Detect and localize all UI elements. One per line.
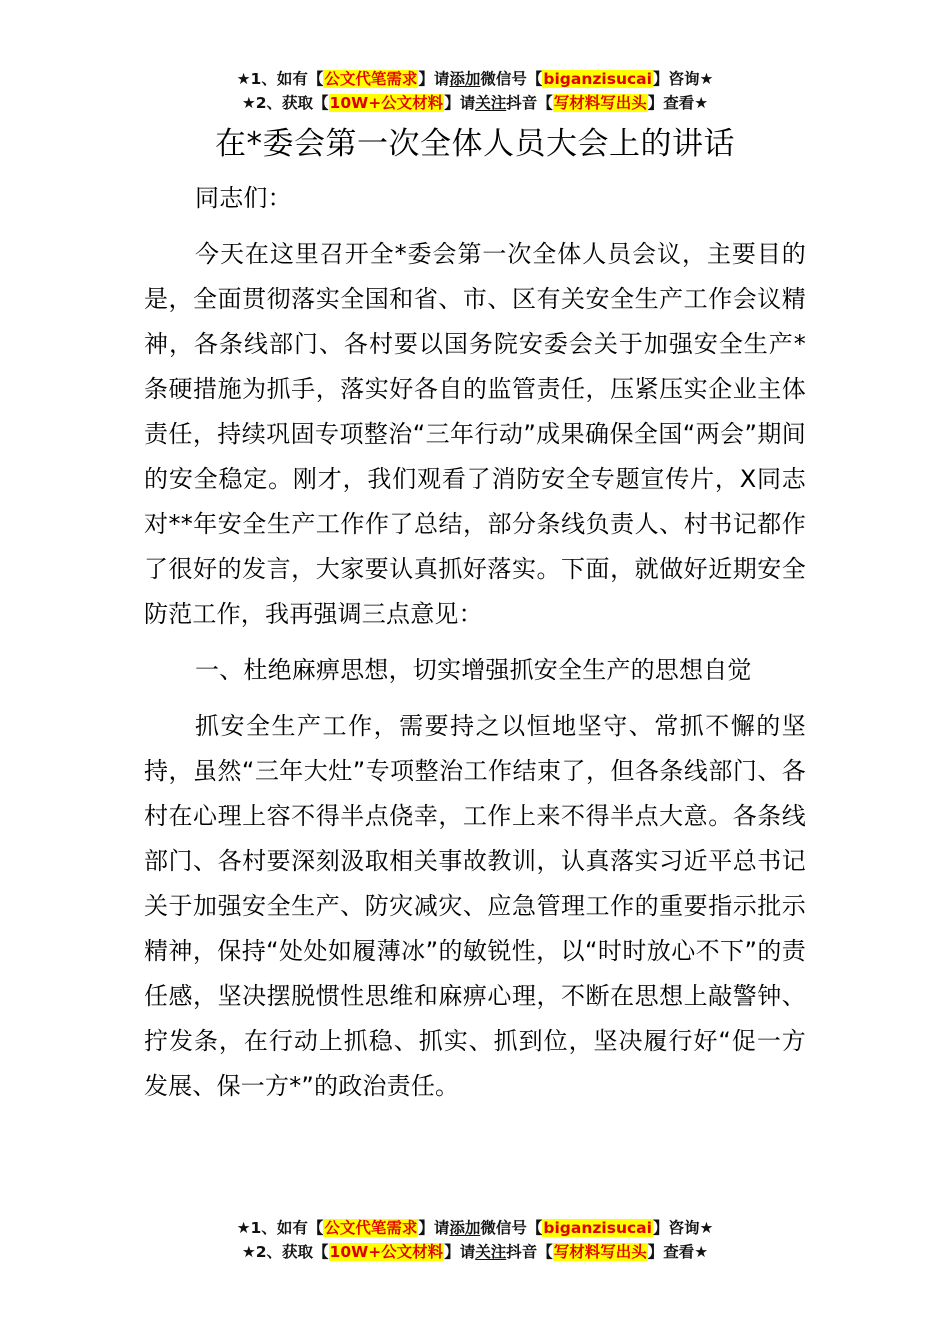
banner-line-2: ★2、获取【10W+公文材料】请关注抖音【写材料写出头】查看★ <box>241 94 709 112</box>
paragraph-section-1: 抓安全生产工作，需要持之以恒地坚守、常抓不懈的坚持，虽然“三年大灶”专项整治工作结束了，但各条线部门、各村在心理上容不得半点侥幸，工作上来不得半点大意。各条线部门、各村要深刻汲取相关事故教训，认真落实习近平总书记关于加强安全生产、防灾减灾、应急管理工作的重要指示批示精神，保持“处处如履薄冰”的敏锐性，以“时时放心不下”的责任感，坚决摆脱惯性思维和麻痹心理，不断在思想上敲警钟、拧发条，在行动上抓稳、抓实、抓到位，坚决履行好“促一方发展、保一方*”的政治责任。 <box>144 712 806 1100</box>
highlight-materials: 10W+公文材料 <box>329 1243 444 1261</box>
highlight-douyin: 写材料写出头 <box>553 1243 647 1261</box>
highlight-douyin: 写材料写出头 <box>553 94 647 112</box>
section-heading-1: 一、杜绝麻痹思想，切实增强抓安全生产的思想自觉 <box>195 656 752 684</box>
document-title: 在*委会第一次全体人员大会上的讲话 <box>215 126 735 162</box>
footer-banner <box>0 1216 950 1264</box>
highlight-wechat-id: biganzisucai <box>543 1219 652 1237</box>
greeting: 同志们： <box>195 184 292 212</box>
document-body <box>144 176 806 1120</box>
highlight-materials: 10W+公文材料 <box>329 94 444 112</box>
banner-line-1: ★1、如有【公文代笔需求】请添加微信号【biganzisucai】咨询★ <box>236 70 714 88</box>
paragraph-intro: 今天在这里召开全*委会第一次全体人员会议，主要目的是，全面贯彻落实全国和省、市、区有关安全生产工作会议精神，各条线部门、各村要以国务院安委会关于加强安全生产*条硬措施为抓手，落实好各自的监管责任，压紧压实企业主体责任，持续巩固专项整治“三年行动”成果确保全国“两会”期间的安全稳定。刚才，我们观看了消防安全专题宣传片，X同志对**年安全生产工作作了总结，部分条线负责人、村书记都作了很好的发言，大家要认真抓好落实。下面，就做好近期安全防范工作，我再强调三点意见： <box>144 240 806 628</box>
highlight-wechat-id: biganzisucai <box>543 70 652 88</box>
header-banner <box>0 67 950 115</box>
highlight-service: 公文代笔需求 <box>324 1219 418 1237</box>
banner-line-2: ★2、获取【10W+公文材料】请关注抖音【写材料写出头】查看★ <box>241 1243 709 1261</box>
highlight-service: 公文代笔需求 <box>324 70 418 88</box>
banner-line-1: ★1、如有【公文代笔需求】请添加微信号【biganzisucai】咨询★ <box>236 1219 714 1237</box>
